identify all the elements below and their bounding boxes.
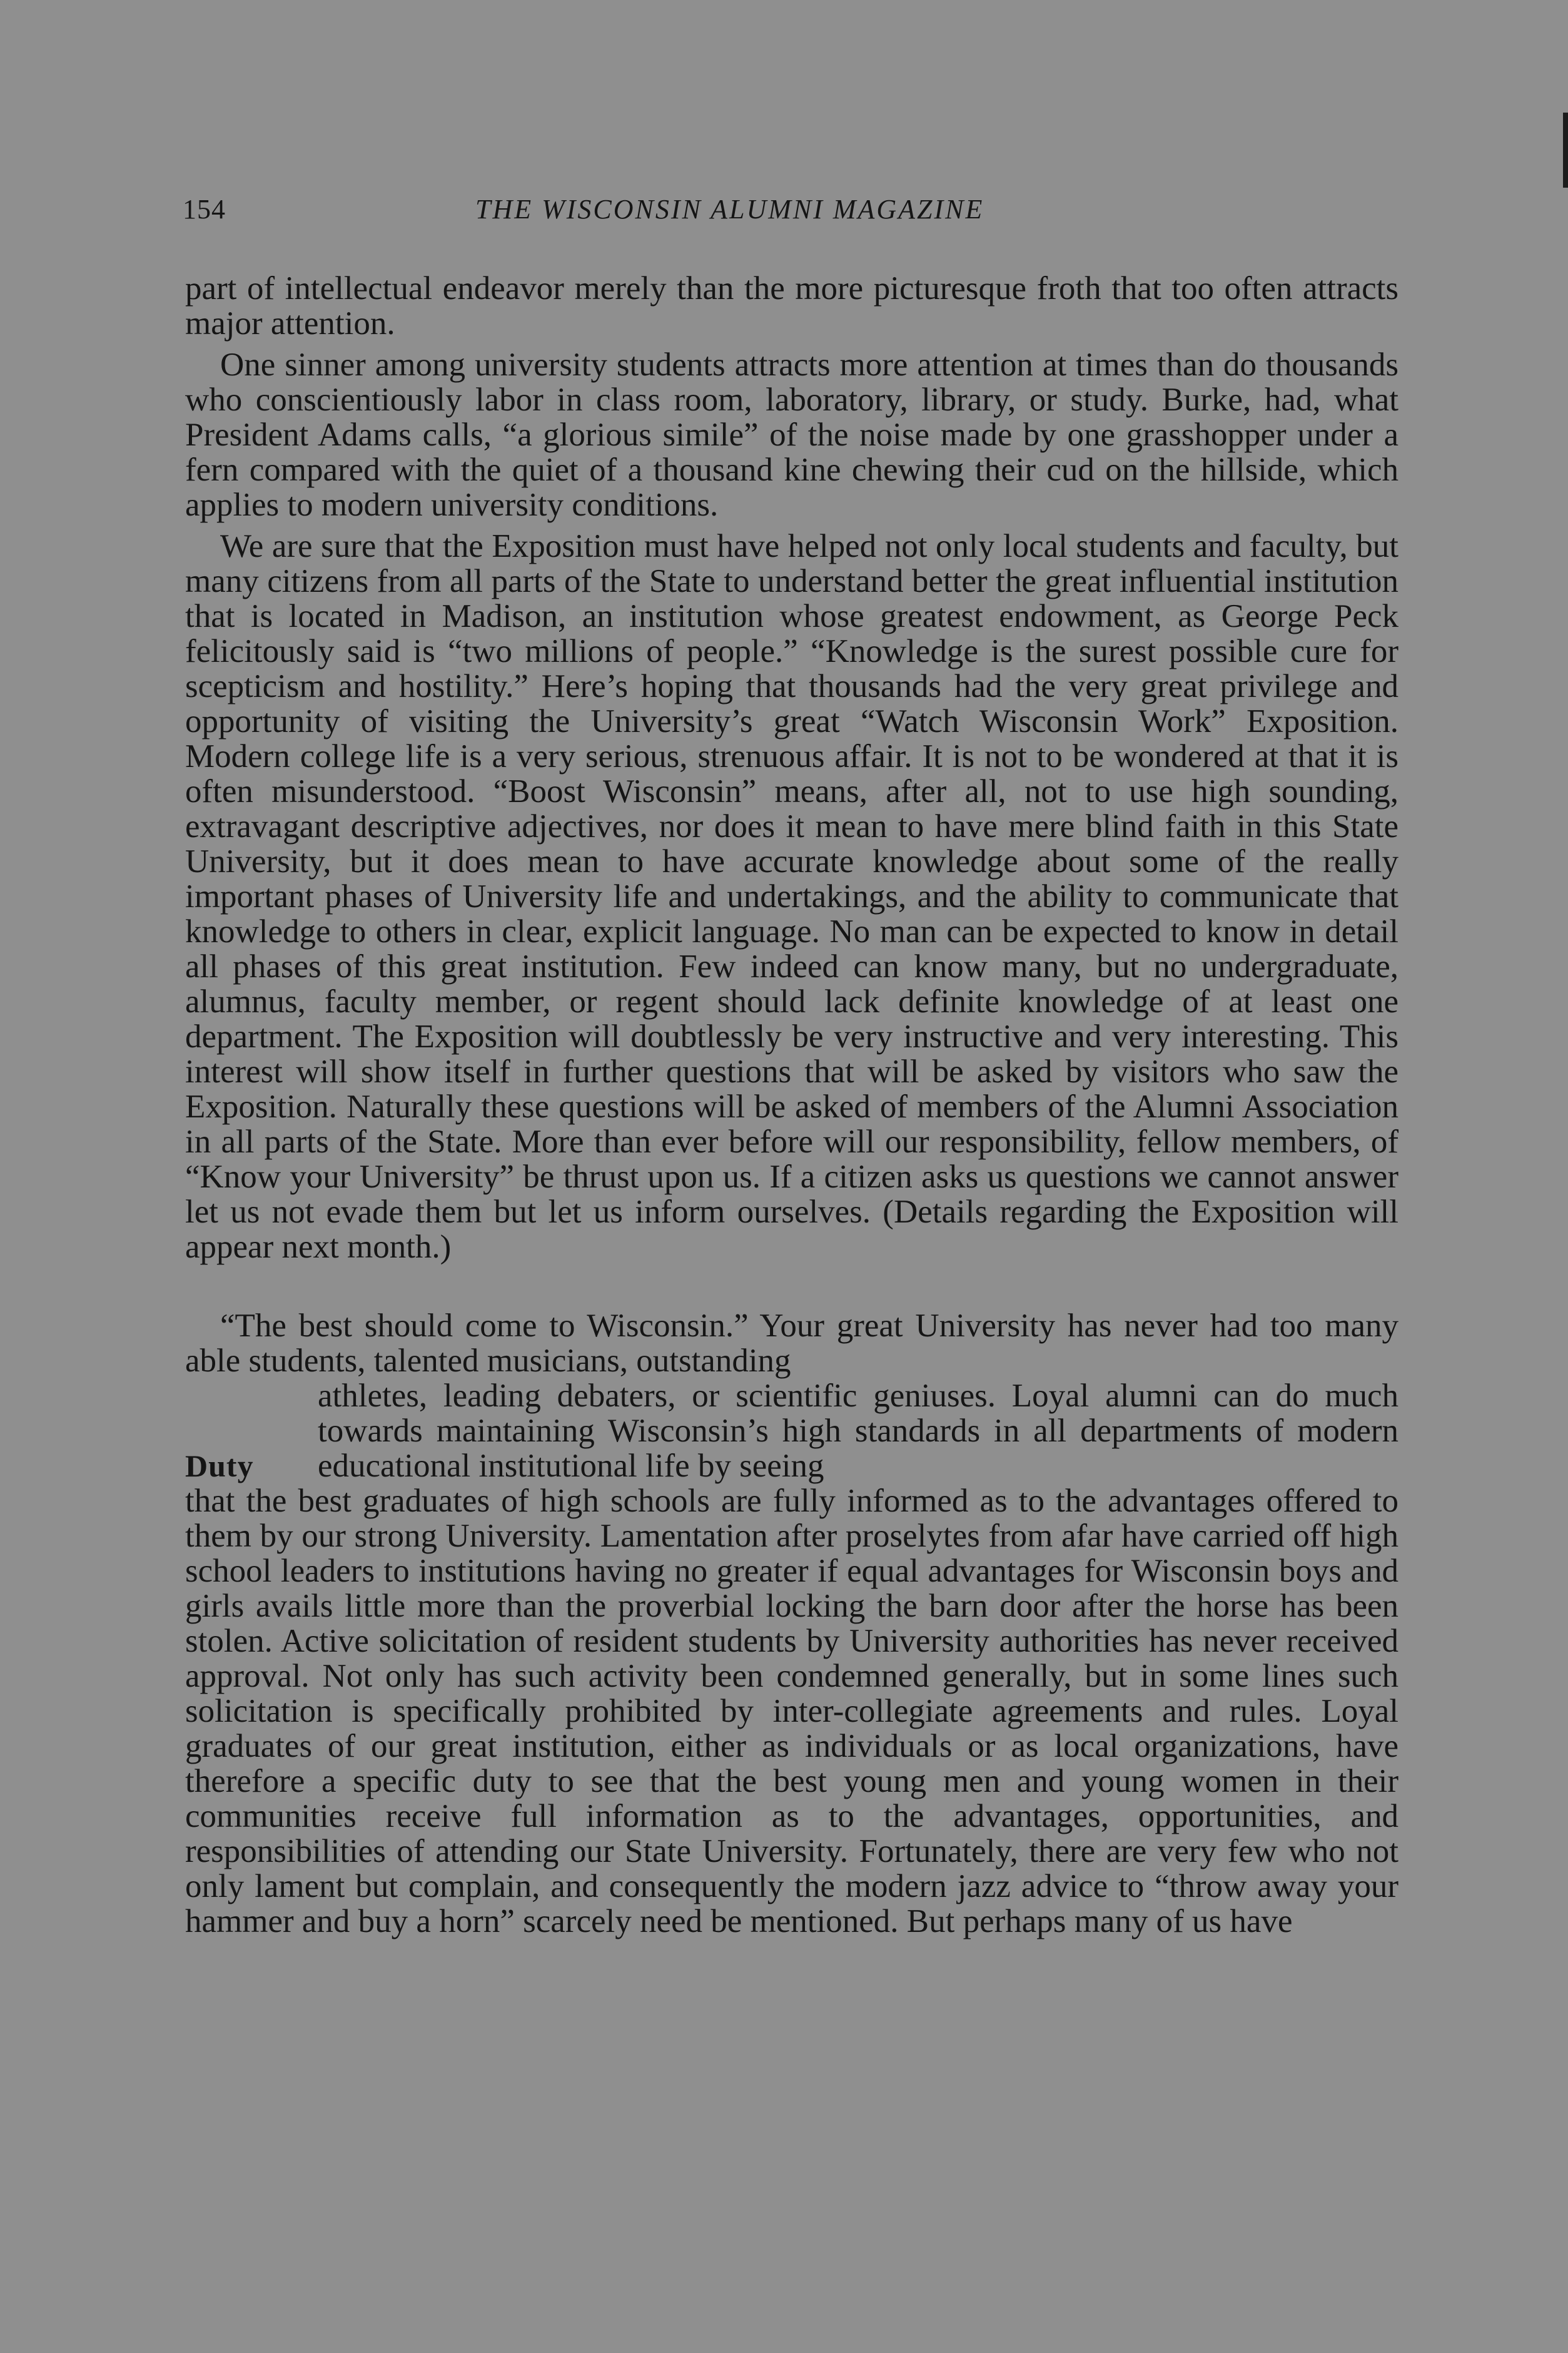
- page-number: 154: [183, 194, 226, 225]
- paragraph-sinner: One sinner among university students attracts more attention at times than do thousands who conscientiously labor in class room, laboratory, library, or study. Burke, had, what President Adams calls, “a glorious simile” of the noise made by one grasshopper under a fern compared with the quiet of a thousand kine chewing their cud on the hillside, which applies to modern university conditions.: [185, 347, 1399, 523]
- side-heading-duty: Duty: [185, 1448, 254, 1483]
- paragraph-exposition: We are sure that the Exposition must have helped not only local students and faculty, but many citizens from all parts of the State to understand better the great influential institution that is located in Madison, an institution whose greatest endowment, as George Peck felicitously said is “two millions of people.” “Knowledge is the surest possible cure for scepticism and hostility.” Here’s hoping that thousands had the very great privilege and opportunity of visiting the University’s great “Watch Wisconsin Work” Exposition. Modern college life is a very serious, strenuous affair. It is not to be wondered at that it is often misunderstood. “Boost Wisconsin” means, after all, not to use high sounding, extravagant descriptive adjectives, nor does it mean to have mere blind faith in this State University, but it does mean to have accurate knowledge about some of the really important phases of University life and undertakings, and the ability to communicate that knowledge to others in clear, explicit language. No man can be expected to know in detail all phases of this great institution. Few indeed can know many, but no undergraduate, alumnus, faculty member, or regent should lack definite knowledge of at least one department. The Exposition will doubtlessly be very instructive and very interesting. This interest will show itself in further questions that will be asked by visitors who saw the Exposition. Naturally these questions will be asked of members of the Alumni Association in all parts of the State. More than ever before will our responsibility, fellow members, of “Know your University” be thrust upon us. If a citizen asks us questions we cannot answer let us not evade them but let us inform ourselves. (Details regarding the Exposition will appear next month.): [185, 528, 1399, 1265]
- duty-side-head-block: [185, 1378, 1399, 1483]
- running-head: [183, 188, 1402, 231]
- duty-side-text: athletes, leading debaters, or scientific geniuses. Loyal alumni can do much towards maintaining Wisconsin’s high standards in all departments of modern educational institutional life by seeing: [318, 1378, 1399, 1484]
- paragraph-duty-opening: “The best should come to Wisconsin.” Your great University has never had too many able students, talented musicians, outstanding: [185, 1308, 1399, 1379]
- page-edge-shadow: [1563, 113, 1568, 188]
- journal-title: THE WISCONSIN ALUMNI MAGAZINE: [475, 194, 984, 225]
- article-body: [185, 271, 1399, 1939]
- paragraph-duty-rest: that the best graduates of high schools are fully informed as to the advantages offered to them by our strong University. Lamentation after proselytes from afar have carried off high school leaders to institutions having no greater if equal advantages for Wisconsin boys and girls avails little more than the proverbial locking the barn door after the horse has been stolen. Active solicitation of resident students by University authorities has never received approval. Not only has such activity been condemned generally, but in some lines such solicitation is specifically prohibited by inter-collegiate agreements and rules. Loyal graduates of our great institution, either as individuals or as local organizations, have therefore a specific duty to see that the best young men and young women in their communities receive full information as to the advantages, opportunities, and responsibilities of attending our State University. Fortunately, there are very few who not only lament but complain, and consequently the modern jazz advice to “throw away your hammer and buy a horn” scarcely need be mentioned. But perhaps many of us have: [185, 1483, 1399, 1939]
- paragraph-continued: part of intellectual endeavor merely than the more picturesque froth that too often attracts major attention.: [185, 270, 1399, 342]
